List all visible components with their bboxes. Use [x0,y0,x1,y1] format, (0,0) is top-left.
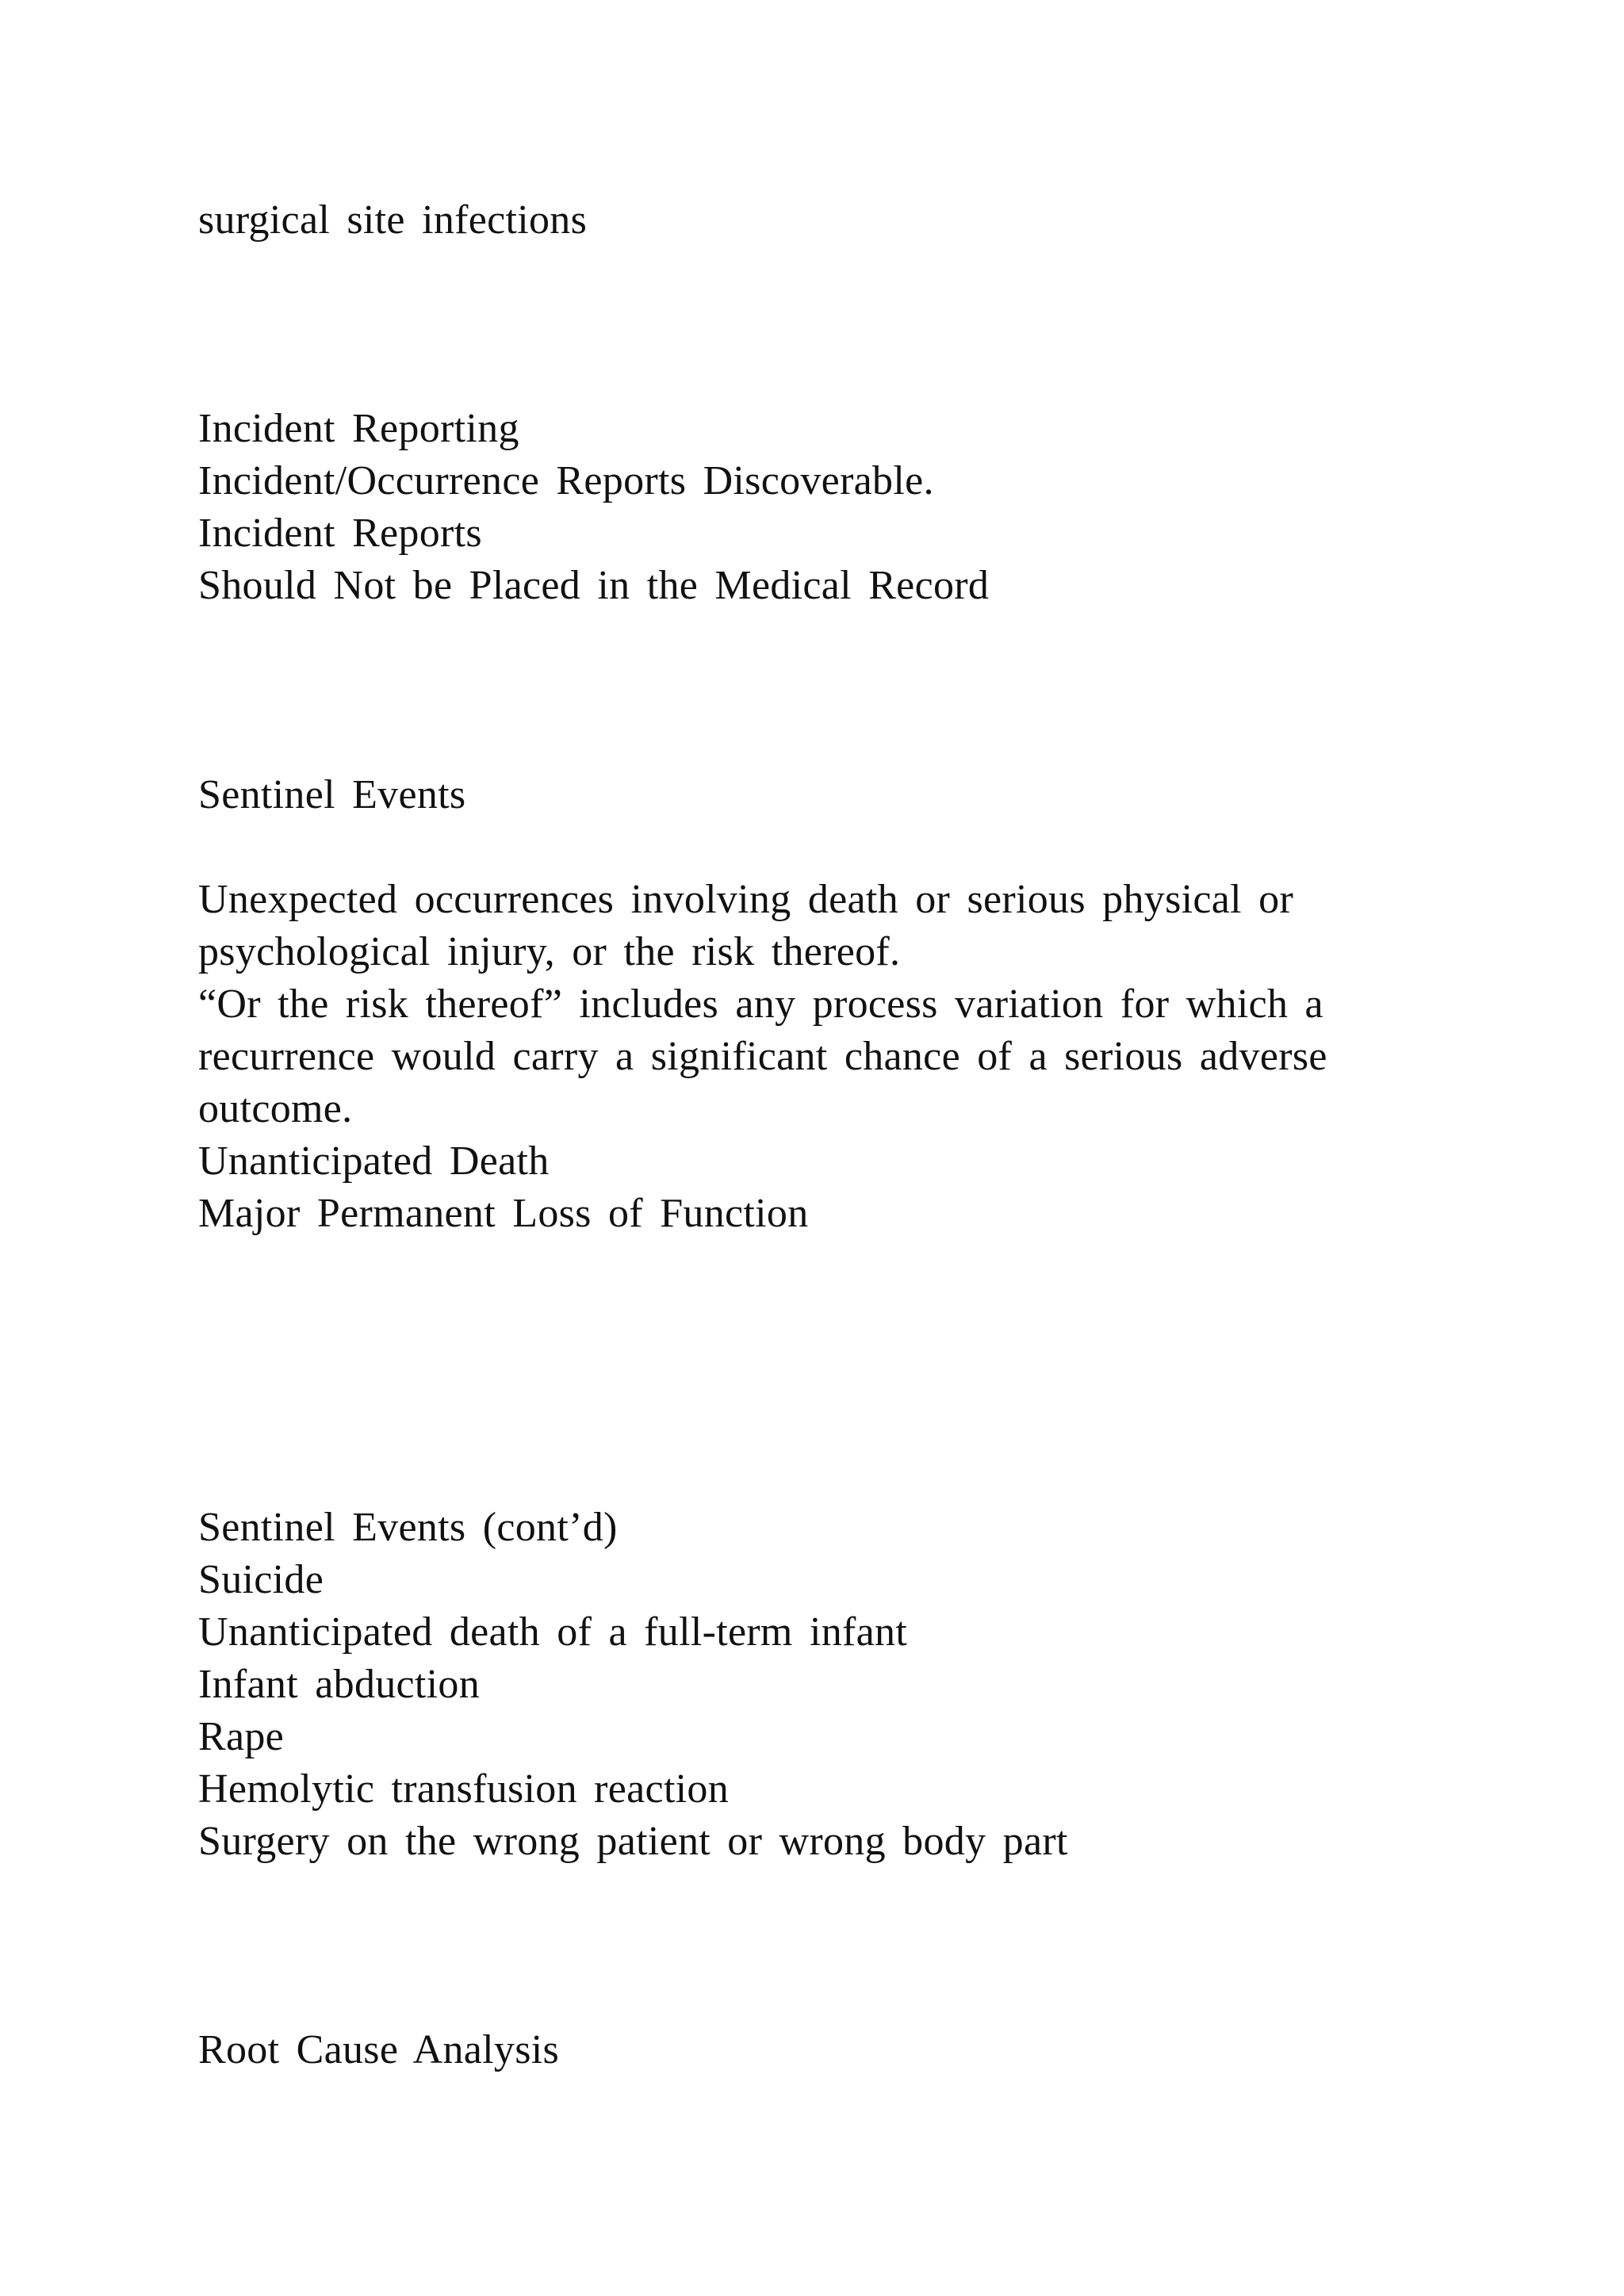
text-line: Infant abduction [198,1662,481,1707]
text-line: “Or the risk thereof” includes any process variation for which a [198,982,1323,1027]
section-heading: Incident Reporting [198,406,519,451]
text-line: Should Not be Placed in the Medical Record [198,563,990,608]
text-line: Major Permanent Loss of Function [198,1191,809,1236]
text-line: Unanticipated Death [198,1138,550,1184]
text-line: Unexpected occurrences involving death or serious physical or [198,877,1294,922]
section-heading: Root Cause Analysis [198,2027,560,2072]
text-line: Hemolytic transfusion reaction [198,1766,730,1812]
section-heading: Sentinel Events [198,772,466,817]
text-line: psychological injury, or the risk thereof. [198,929,901,974]
text-line: Surgery on the wrong patient or wrong body part [198,1819,1068,1864]
text-line: Rape [198,1714,285,1759]
text-line: surgical site infections [198,197,588,243]
text-line: recurrence would carry a significant chance of a serious adverse [198,1034,1327,1079]
text-line: Unanticipated death of a full-term infant [198,1609,908,1655]
text-line: Suicide [198,1557,324,1602]
text-line: outcome. [198,1086,353,1131]
text-line: Incident/Occurrence Reports Discoverable. [198,458,934,503]
section-heading: Sentinel Events (cont’d) [198,1505,618,1550]
text-line: Incident Reports [198,511,482,556]
